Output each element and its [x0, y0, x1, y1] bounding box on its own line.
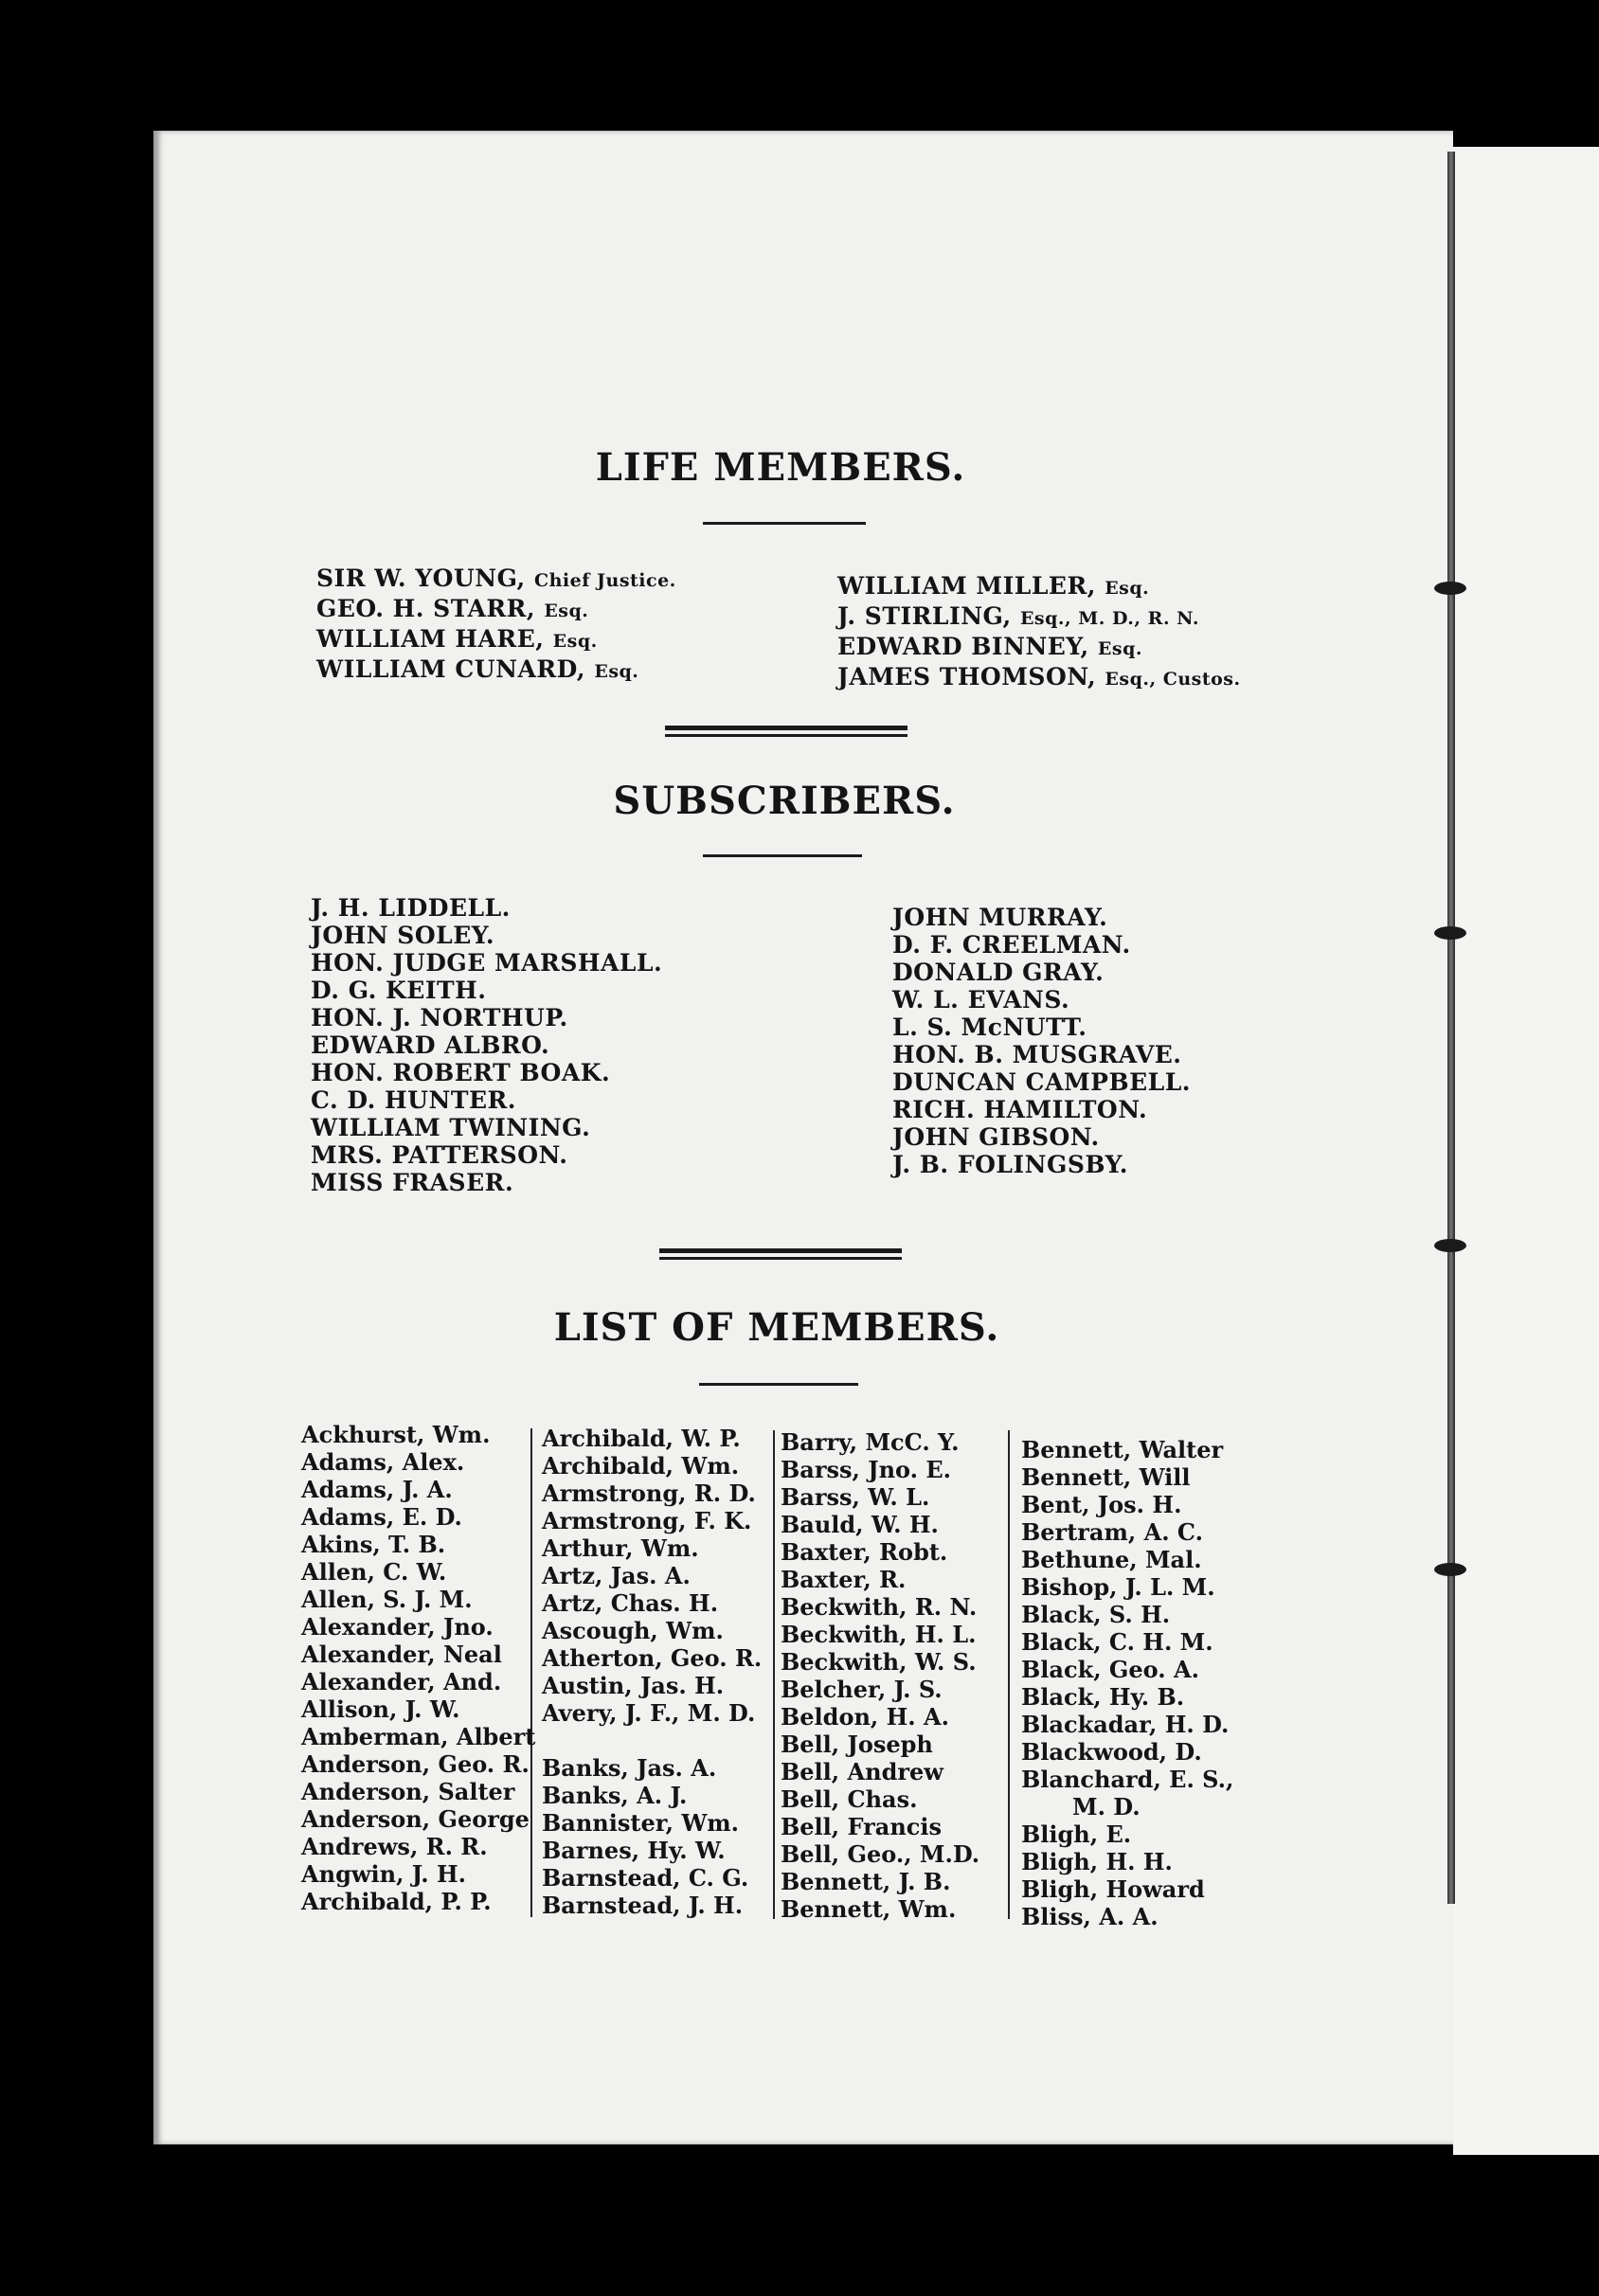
life-members-left-list — [316, 565, 676, 686]
subscribers-right-list — [892, 904, 1191, 1178]
list-item: WILLIAM CUNARD, Esq. — [316, 655, 639, 683]
members-column-3 — [781, 1428, 979, 1923]
list-item: HON. J. NORTHUP. — [311, 1004, 568, 1031]
column-separator — [1008, 1430, 1010, 1919]
list-item: HON. ROBERT BOAK. — [311, 1059, 611, 1086]
list-item: Banks, Jas. A. — [542, 1754, 717, 1782]
list-item: Alexander, Neal — [301, 1641, 502, 1668]
life-members-right-list — [837, 572, 1241, 693]
list-item: Bethune, Mal. — [1021, 1546, 1202, 1573]
list-item: Ascough, Wm. — [542, 1617, 724, 1644]
list-item: Bertram, A. C. — [1021, 1518, 1203, 1546]
heading-rule — [703, 854, 862, 857]
list-item: Bell, Joseph — [781, 1731, 933, 1758]
list-item: Bannister, Wm. — [542, 1809, 740, 1837]
list-item: Bennett, Wm. — [781, 1895, 957, 1923]
list-item: WILLIAM TWINING. — [311, 1114, 591, 1141]
list-item: Adams, J. A. — [301, 1476, 453, 1503]
list-item: Bligh, E. — [1021, 1821, 1132, 1848]
list-item: Anderson, Geo. R. — [301, 1750, 530, 1778]
list-item: Artz, Jas. A. — [542, 1562, 691, 1589]
binding-stitch — [1434, 582, 1466, 595]
list-item: J. STIRLING, Esq., M. D., R. N. — [837, 602, 1199, 630]
subscribers-left-list — [311, 894, 662, 1196]
list-item: Baxter, R. — [781, 1566, 907, 1593]
list-item: Barnstead, J. H. — [542, 1892, 744, 1919]
list-item: Barss, Jno. E. — [781, 1456, 951, 1483]
binding-stitch — [1434, 1239, 1466, 1252]
list-item: Bligh, Howard — [1021, 1875, 1205, 1903]
list-item: HON. JUDGE MARSHALL. — [311, 949, 663, 977]
list-item: Allison, J. W. — [301, 1695, 460, 1723]
list-item: Bell, Geo., M.D. — [781, 1840, 980, 1868]
list-item: Beckwith, R. N. — [781, 1593, 978, 1621]
list-item: M. D. — [1072, 1793, 1141, 1821]
list-item: JOHN MURRAY. — [892, 904, 1108, 931]
list-item: DUNCAN CAMPBELL. — [892, 1068, 1191, 1096]
list-item: Blackwood, D. — [1021, 1738, 1202, 1766]
list-item: Adams, Alex. — [301, 1448, 465, 1476]
list-item: Blanchard, E. S., — [1021, 1766, 1234, 1793]
list-item: W. L. EVANS. — [892, 986, 1070, 1013]
list-item: Black, C. H. M. — [1021, 1628, 1213, 1656]
list-item: J. B. FOLINGSBY. — [892, 1151, 1128, 1178]
column-separator — [773, 1430, 775, 1919]
list-item: Alexander, Jno. — [301, 1613, 494, 1641]
list-item: Beldon, H. A. — [781, 1703, 949, 1731]
list-item: Allen, C. W. — [301, 1558, 447, 1586]
list-item: Armstrong, R. D. — [542, 1480, 756, 1507]
list-item: Beckwith, W. S. — [781, 1648, 977, 1676]
list-item: Bliss, A. A. — [1021, 1903, 1159, 1930]
list-item: SIR W. YOUNG, Chief Justice. — [316, 565, 676, 592]
heading-rule — [699, 1383, 858, 1386]
list-item: Black, Hy. B. — [1021, 1683, 1185, 1711]
list-item: Anderson, Salter — [301, 1778, 515, 1805]
list-item: WILLIAM MILLER, Esq. — [837, 572, 1150, 600]
list-item: Archibald, Wm. — [542, 1452, 740, 1480]
list-item: MISS FRASER. — [311, 1169, 514, 1196]
life-members-heading: LIFE MEMBERS. — [595, 445, 966, 490]
list-item: Barnes, Hy. W. — [542, 1837, 726, 1864]
list-item: Bligh, H. H. — [1021, 1848, 1173, 1875]
heading-rule — [703, 522, 866, 525]
list-item: MRS. PATTERSON. — [311, 1141, 568, 1169]
list-item: EDWARD BINNEY, Esq. — [837, 633, 1142, 660]
list-item: D. G. KEITH. — [311, 977, 487, 1004]
list-item: Bauld, W. H. — [781, 1511, 939, 1538]
list-item: HON. B. MUSGRAVE. — [892, 1041, 1182, 1068]
binding-stitch — [1434, 1563, 1466, 1576]
list-item: EDWARD ALBRO. — [311, 1031, 550, 1059]
list-item: Bennett, Walter — [1021, 1436, 1224, 1463]
list-item: Akins, T. B. — [301, 1531, 446, 1558]
list-of-members-heading: LIST OF MEMBERS. — [553, 1305, 1000, 1350]
list-item: Bennett, Will — [1021, 1463, 1191, 1491]
list-item: Austin, Jas. H. — [542, 1672, 725, 1699]
list-item: Bishop, J. L. M. — [1021, 1573, 1215, 1601]
list-item: Amberman, Albert — [301, 1723, 536, 1750]
list-item: Atherton, Geo. R. — [542, 1644, 763, 1672]
section-divider — [665, 726, 907, 737]
list-item: J. H. LIDDELL. — [311, 894, 511, 922]
members-column-2 — [542, 1425, 762, 1919]
list-item: Bell, Chas. — [781, 1785, 918, 1813]
list-item: RICH. HAMILTON. — [892, 1096, 1148, 1123]
list-item: JOHN SOLEY. — [311, 922, 495, 949]
list-item: D. F. CREELMAN. — [892, 931, 1131, 959]
list-item: Bennett, J. B. — [781, 1868, 951, 1895]
section-divider — [659, 1248, 902, 1260]
list-item: JAMES THOMSON, Esq., Custos. — [837, 663, 1241, 691]
list-item: Archibald, W. P. — [542, 1425, 741, 1452]
list-item: JOHN GIBSON. — [892, 1123, 1100, 1151]
list-item: L. S. McNUTT. — [892, 1013, 1087, 1041]
list-item: DONALD GRAY. — [892, 959, 1105, 986]
list-item: Bell, Francis — [781, 1813, 943, 1840]
members-column-4 — [1021, 1436, 1233, 1930]
list-item: Black, S. H. — [1021, 1601, 1171, 1628]
list-item: Barry, McC. Y. — [781, 1428, 960, 1456]
list-item: Allen, S. J. M. — [301, 1586, 473, 1613]
subscribers-heading: SUBSCRIBERS. — [613, 779, 956, 823]
list-item: Barss, W. L. — [781, 1483, 930, 1511]
list-item: Barnstead, C. G. — [542, 1864, 749, 1892]
members-column-1 — [301, 1421, 535, 1915]
list-item: Ackhurst, Wm. — [301, 1421, 491, 1448]
list-item: Alexander, And. — [301, 1668, 502, 1695]
list-item: Avery, J. F., M. D. — [542, 1699, 756, 1727]
list-item: Anderson, George — [301, 1805, 530, 1833]
list-item: Arthur, Wm. — [542, 1534, 699, 1562]
list-item: Black, Geo. A. — [1021, 1656, 1199, 1683]
list-item: Armstrong, F. K. — [542, 1507, 752, 1534]
list-item: Archibald, P. P. — [301, 1888, 492, 1915]
list-item: Banks, A. J. — [542, 1782, 688, 1809]
list-item: Artz, Chas. H. — [542, 1589, 719, 1617]
list-item: Belcher, J. S. — [781, 1676, 943, 1703]
binding-spine — [1447, 152, 1455, 1904]
list-item: Bell, Andrew — [781, 1758, 943, 1785]
list-item — [542, 1727, 762, 1754]
list-item: GEO. H. STARR, Esq. — [316, 595, 589, 622]
list-item: Andrews, R. R. — [301, 1833, 488, 1860]
list-item: Angwin, J. H. — [301, 1860, 467, 1888]
list-item: C. D. HUNTER. — [311, 1086, 516, 1114]
list-item: Beckwith, H. L. — [781, 1621, 977, 1648]
list-item: Adams, E. D. — [301, 1503, 462, 1531]
list-item: Baxter, Robt. — [781, 1538, 948, 1566]
list-item: Bent, Jos. H. — [1021, 1491, 1182, 1518]
list-item: WILLIAM HARE, Esq. — [316, 625, 598, 653]
list-item: Blackadar, H. D. — [1021, 1711, 1230, 1738]
binding-stitch — [1434, 926, 1466, 940]
